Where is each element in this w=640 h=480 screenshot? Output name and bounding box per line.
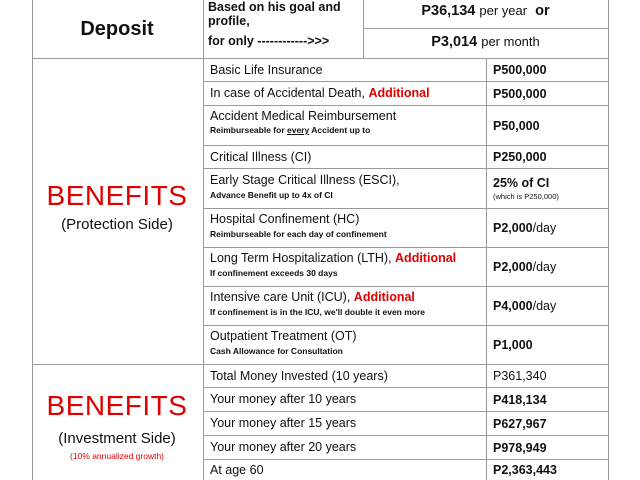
investment-heading: BENEFITS (46, 390, 188, 421)
yearly-price (363, 3, 608, 19)
monthly-amount: P3,014 (431, 34, 478, 50)
goal-line-2: profile, (208, 14, 250, 28)
column-divider-1 (203, 0, 204, 480)
additional-tag: Additional (395, 251, 457, 265)
benefit-label: Hospital Confinement (HC) Reimburseable for each day of confinement (210, 212, 387, 239)
investment-value: P2,363,443 (493, 463, 557, 477)
protection-heading-block (32, 180, 202, 233)
investment-label: Total Money Invested (10 years) (210, 368, 388, 383)
benefit-value: P500,000 (493, 86, 547, 101)
benefit-label: Accident Medical Reimbursement Reimburseable for every Accident up to (210, 109, 397, 135)
benefit-value: P1,000 (493, 338, 533, 352)
benefit-value: P2,000/day (493, 260, 557, 274)
benefit-label: In case of Accidental Death, Additional (210, 86, 430, 100)
yearly-unit: per year (479, 3, 528, 18)
monthly-unit: per month (481, 34, 540, 49)
investment-label: Your money after 20 years (210, 440, 357, 454)
goal-description (208, 0, 363, 58)
benefit-label: Basic Life Insurance (210, 62, 323, 77)
growth-note: (10% annualized growth) (69, 451, 165, 461)
goal-line-3: for only ------------>>> (208, 34, 330, 48)
benefit-label: Intensive care Unit (ICU), Additional If confinement is in the ICU, we'll double it even more (210, 290, 426, 317)
benefit-value: P4,000/day (493, 299, 557, 313)
column-divider-2 (486, 58, 487, 480)
benefit-label: Long Term Hospitalization (LTH), Additional If confinement exceeds 30 days (210, 251, 457, 278)
investment-value: P627,967 (493, 416, 547, 431)
additional-tag: Additional (368, 86, 430, 100)
investment-value: P361,340 (493, 369, 547, 383)
benefit-value: P2,000/day (493, 221, 557, 235)
protection-subheading: (Protection Side) (61, 216, 173, 233)
investment-label: Your money after 15 years (210, 416, 357, 430)
benefit-value: 25% of CI (which is P250,000) (493, 176, 559, 201)
investment-label: At age 60 (210, 462, 264, 477)
investment-heading-block (32, 390, 202, 461)
investment-label: Your money after 10 years (210, 392, 357, 406)
benefit-label: Early Stage Critical Illness (ESCI), Advance Benefit up to 4x of CI (210, 173, 400, 200)
investment-subheading: (Investment Side) (58, 430, 176, 447)
table-border-right (608, 0, 609, 480)
goal-line-1: Based on his goal and (208, 0, 341, 14)
investment-value: P418,134 (493, 392, 547, 407)
investment-value: P978,949 (493, 440, 547, 455)
benefit-label: Outpatient Treatment (OT) Cash Allowance for Consultation (210, 329, 357, 356)
deposit-price-divider (363, 28, 608, 29)
benefit-label: Critical Illness (CI) (210, 149, 312, 164)
benefit-value: P500,000 (493, 63, 547, 77)
additional-tag: Additional (353, 290, 415, 304)
protection-heading: BENEFITS (46, 180, 188, 211)
benefit-value: P250,000 (493, 150, 547, 164)
deposit-title: Deposit (80, 17, 154, 40)
or-text: or (535, 3, 550, 19)
benefit-value: P50,000 (493, 118, 540, 133)
monthly-price (363, 34, 608, 50)
yearly-amount: P36,134 (421, 3, 476, 19)
